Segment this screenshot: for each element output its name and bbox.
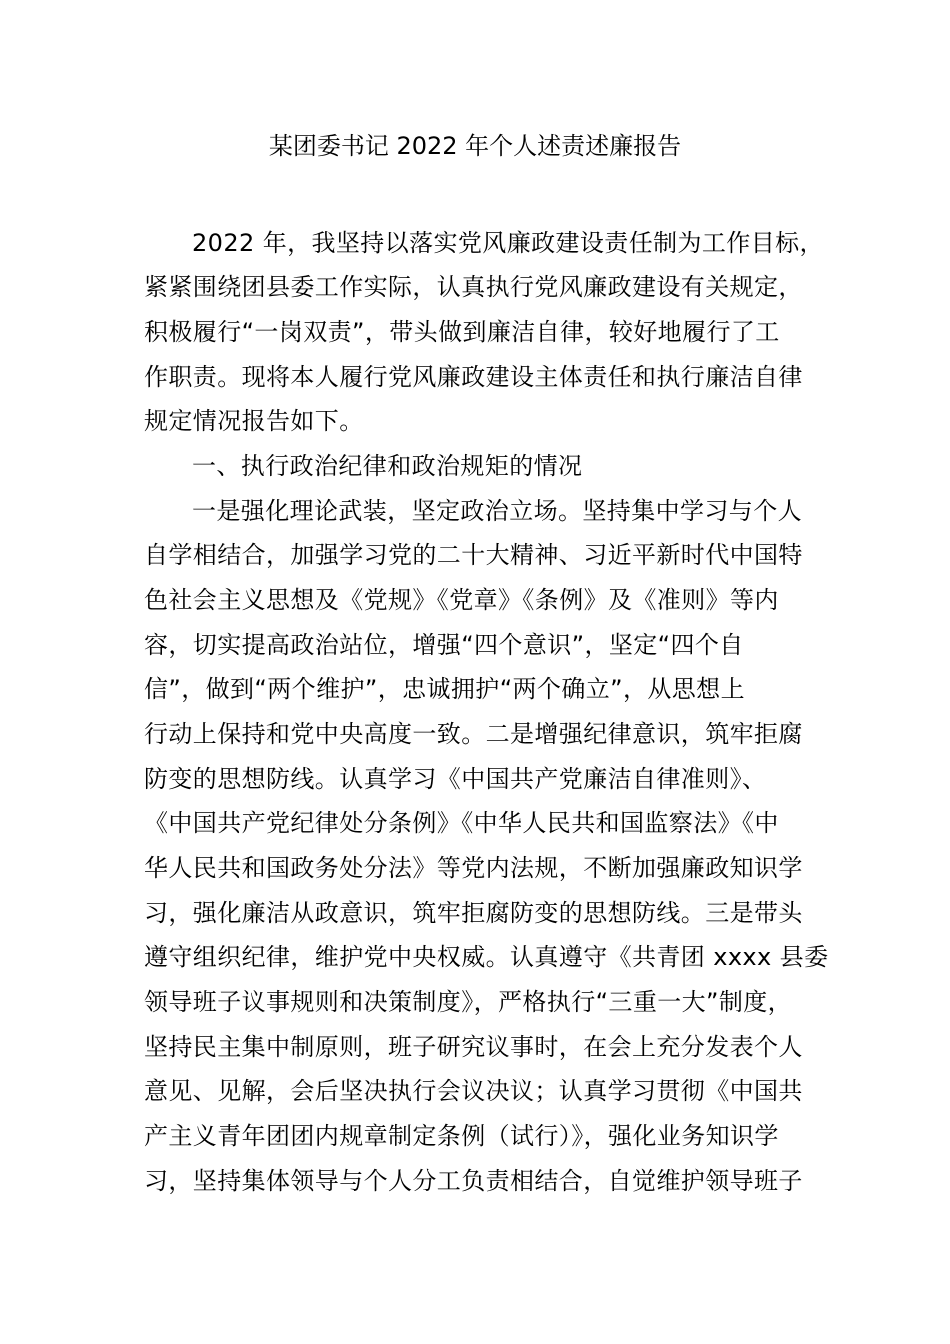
paragraph-line-6: 一是强化理论武装，坚定政治立场。坚持集中学习与个人 [192, 497, 802, 525]
paragraph-line-20: 产主义青年团团内规章制定条例（试行）》，强化业务知识学 [144, 1122, 779, 1150]
paragraph-line-9: 容，切实提高政治站位，增强“四个意识”，坚定“四个自 [144, 631, 744, 659]
paragraph-line-12: 防变的思想防线。认真学习《中国共产党廉洁自律准则》、 [144, 765, 767, 793]
paragraph-line-7: 自学相结合，加强学习党的二十大精神、习近平新时代中国特 [144, 541, 803, 569]
document-title: 某团委书记 2022 年个人述责述廉报告 [268, 132, 682, 160]
section-heading-1: 一、执行政治纪律和政治规矩的情况 [192, 452, 583, 480]
paragraph-line-11: 行动上保持和党中央高度一致。二是增强纪律意识，筑牢拒腐 [144, 720, 803, 748]
paragraph-line-19: 意见、见解，会后坚决执行会议决议；认真学习贯彻《中国共 [144, 1077, 803, 1105]
paragraph-line-16: 遵守组织纪律，维护党中央权威。认真遵守《共青团 xxxx 县委 [144, 943, 829, 971]
paragraph-line-18: 坚持民主集中制原则，班子研究议事时，在会上充分发表个人 [144, 1033, 803, 1061]
paragraph-line-14: 华人民共和国政务处分法》等党内法规，不断加强廉政知识学 [144, 854, 803, 882]
paragraph-line-2: 紧紧围绕团县委工作实际，认真执行党风廉政建设有关规定， [144, 273, 803, 301]
paragraph-line-10: 信”，做到“两个维护”，忠诚拥护“两个确立”，从思想上 [144, 675, 745, 703]
paragraph-line-4: 作职责。现将本人履行党风廉政建设主体责任和执行廉洁自律 [144, 363, 803, 391]
paragraph-line-15: 习，强化廉洁从政意识，筑牢拒腐防变的思想防线。三是带头 [144, 899, 803, 927]
paragraph-line-13: 《中国共产党纪律处分条例》《中华人民共和国监察法》《中 [144, 809, 779, 837]
paragraph-line-1: 2022 年，我坚持以落实党风廉政建设责任制为工作目标， [192, 229, 824, 257]
paragraph-line-17: 领导班子议事规则和决策制度》，严格执行“三重一大”制度， [144, 988, 793, 1016]
paragraph-line-3: 积极履行“一岗双责”，带头做到廉洁自律，较好地履行了工 [144, 318, 780, 346]
paragraph-line-21: 习，坚持集体领导与个人分工负责相结合，自觉维护领导班子 [144, 1167, 803, 1195]
paragraph-line-8: 色社会主义思想及《党规》《党章》《条例》及《准则》等内 [144, 586, 779, 614]
paragraph-line-5: 规定情况报告如下。 [144, 407, 364, 435]
